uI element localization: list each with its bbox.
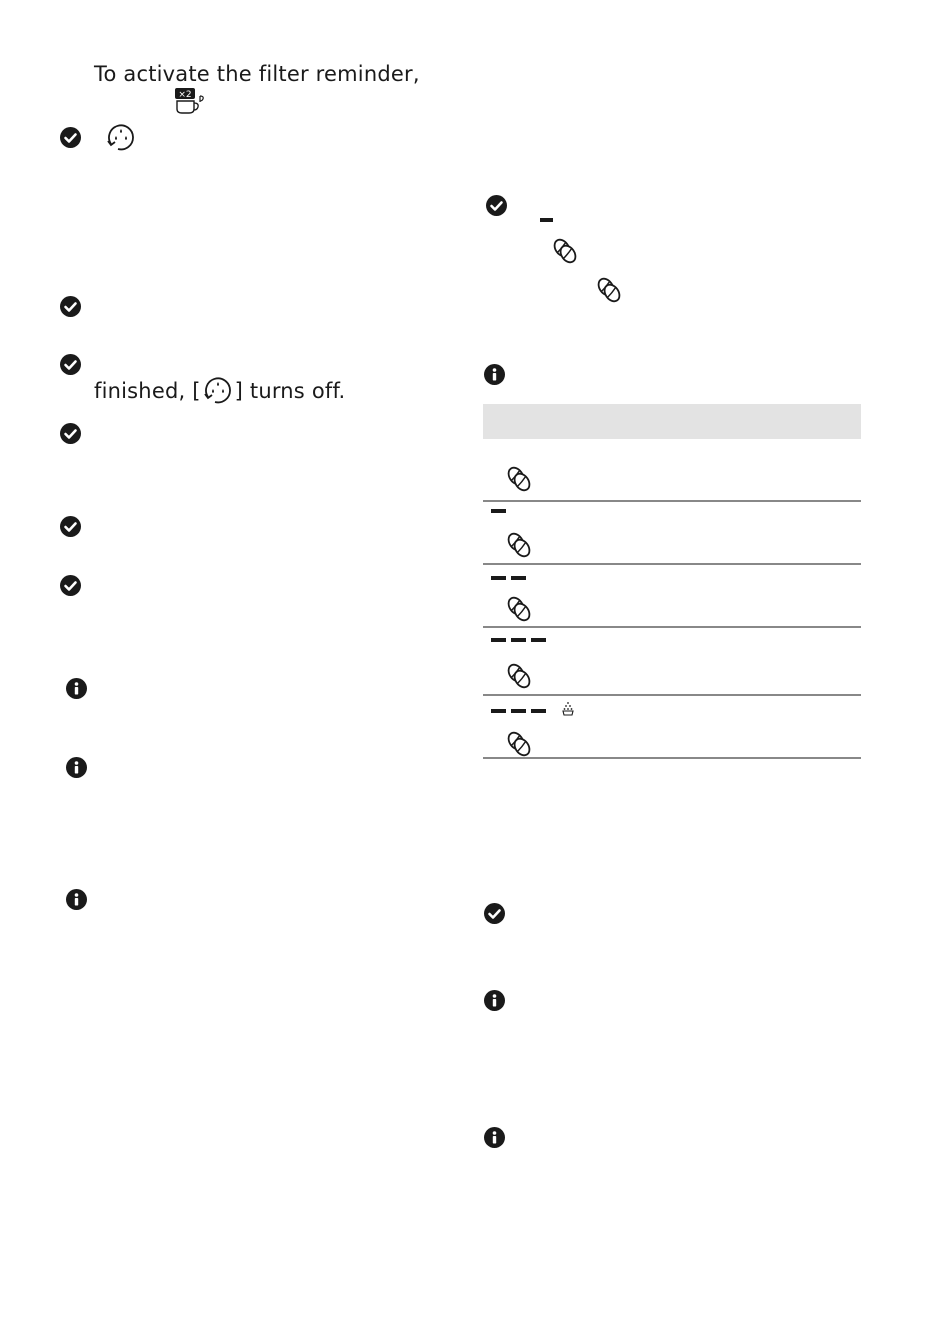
info-icon (66, 678, 87, 699)
check-circle-icon (60, 423, 81, 444)
coffee-bean-icon (506, 466, 532, 492)
check-circle-icon (484, 903, 505, 924)
grind-level-dash (491, 509, 506, 513)
descale-drops-icon (106, 122, 136, 152)
descale-drops-icon (201, 379, 235, 403)
check-circle-icon (60, 127, 81, 148)
finished-suffix: ] turns off. (234, 379, 346, 403)
ground-coffee-icon (560, 701, 576, 717)
table-rule (483, 563, 861, 565)
grind-level-dash (491, 638, 506, 642)
table-rule (483, 757, 861, 759)
table-rule (483, 626, 861, 628)
coffee-bean-icon (506, 532, 532, 558)
filter-reminder-intro: To activate the filter reminder, (94, 62, 420, 86)
table-rule (483, 500, 861, 502)
check-circle-icon (60, 296, 81, 317)
grind-level-dash (511, 709, 526, 713)
info-icon (484, 364, 505, 385)
coffee-bean-icon (506, 596, 532, 622)
info-icon (66, 757, 87, 778)
grind-level-dash (511, 576, 526, 580)
descale-finished-line (94, 379, 345, 403)
grind-table-header (483, 404, 861, 439)
coffee-bean-icon (596, 277, 622, 303)
grind-level-dash (531, 638, 546, 642)
table-rule (483, 694, 861, 696)
coffee-bean-icon (506, 663, 532, 689)
grind-level-dash (511, 638, 526, 642)
check-circle-icon (60, 575, 81, 596)
check-circle-icon (60, 354, 81, 375)
check-circle-icon (60, 516, 81, 537)
double-cup-x2-icon (174, 88, 208, 116)
grind-level-dash (491, 576, 506, 580)
info-icon (484, 990, 505, 1011)
grind-level-dash (491, 709, 506, 713)
coffee-bean-icon (506, 731, 532, 757)
grind-level-dash (540, 218, 553, 222)
grind-level-dash (531, 709, 546, 713)
coffee-bean-icon (552, 238, 578, 264)
info-icon (484, 1127, 505, 1148)
finished-prefix: finished, [ (94, 379, 201, 403)
info-icon (66, 889, 87, 910)
check-circle-icon (486, 195, 507, 216)
svg-text:×2: ×2 (178, 90, 192, 100)
